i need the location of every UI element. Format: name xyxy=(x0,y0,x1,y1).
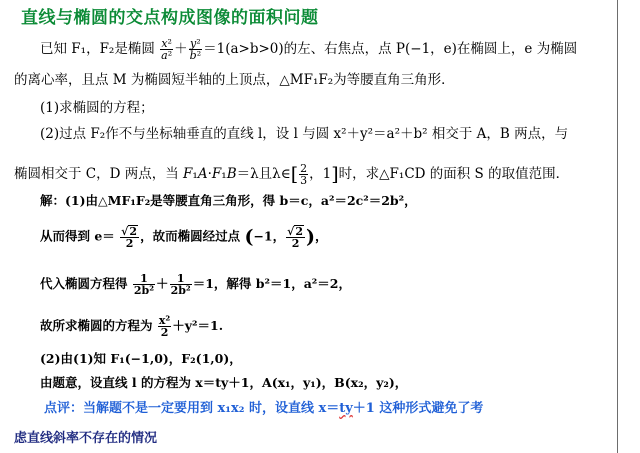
solution-line-2: 从而得到 e＝ $\frac{√2}{2}$ ，故而椭圆经过点 (−1， $\frac{√2}{2}$ )， xyxy=(40,225,328,250)
comment-line-2: 虑直线斜率不存在的情况 xyxy=(14,431,158,446)
fraction-sqrt2-2-b: $\frac{√2}{2}$ xyxy=(287,225,303,250)
vector-dot-product: F₁A·F₁B＝λ且λ∈ xyxy=(183,166,291,182)
solution-line-3: 代入椭圆方程得 $\frac{1}{\text{2b²}}$ ＋ $\frac{1}{\text{2b²}}$ ＝1，解得 b²＝1，a²＝2， xyxy=(40,272,351,297)
fraction-x2-2: $\frac{\text{x²}}{2}$ xyxy=(158,314,171,339)
fraction-1-2b2: $\frac{1}{\text{2b²}}$ xyxy=(133,272,155,297)
solution-line-5: (2)由(1)知 F₁(−1,0)，F₂(1,0)， xyxy=(40,351,242,366)
fraction-1-2b2-b: $\frac{1}{\text{2b²}}$ xyxy=(170,272,191,297)
page-title: 直线与椭圆的交点构成图像的面积问题 xyxy=(21,8,319,28)
problem-line-1: 已知 F₁，F₂是椭圆 $\frac{\text{x²}}{\text{a²}}$ ＋ $\frac{\text{y²}}{\text{b²}}$ ＝1(a>b>0)的左、右焦点，点 P(−1，e)在椭圆上，e 为椭圆 xyxy=(40,37,578,62)
solution-line-4: 故所求椭圆的方程为 $\frac{\text{x²}}{2}$ ＋y²＝1. xyxy=(40,314,224,339)
comment-line-1: 点评：当解题不是一定要用到 x₁x₂ 时，设直线 x＝ty＋1 这种形式避免了考 xyxy=(44,401,484,416)
problem-line-4: (2)过点 F₂作不与坐标轴垂直的直线 l，设 l 与圆 x²＋y²＝a²＋b² 相交于 A，B 两点，与 xyxy=(40,126,569,142)
page-border-line xyxy=(617,0,618,453)
problem-line-2: 的离心率，且点 M 为椭圆短半轴的上顶点，△MF₁F₂为等腰直角三角形． xyxy=(14,72,455,88)
solution-line-1: 解：(1)由△MF₁F₂是等腰直角三角形，得 b＝c，a²＝2c²＝2b²， xyxy=(40,193,417,208)
fraction-x2-a2: $\frac{\text{x²}}{\text{a²}}$ xyxy=(161,37,173,62)
problem-line-5: 椭圆相交于 C，D 两点，当 F₁A·F₁B＝λ且λ∈[ $\frac{2}{3}$ ，1]时，求△F₁CD 的面积 S 的取值范围． xyxy=(14,162,570,187)
fraction-y2-b2: $\frac{\text{y²}}{\text{b²}}$ xyxy=(189,37,202,62)
fraction-sqrt2-2: $\frac{√2}{2}$ xyxy=(121,225,138,250)
fraction-2-3: $\frac{2}{3}$ xyxy=(300,162,308,187)
solution-line-6: 由题意，设直线 l 的方程为 x＝ty＋1，A(x₁，y₁)，B(x₂，y₂)， xyxy=(40,375,408,390)
problem-line-3: (1)求椭圆的方程； xyxy=(40,100,154,116)
